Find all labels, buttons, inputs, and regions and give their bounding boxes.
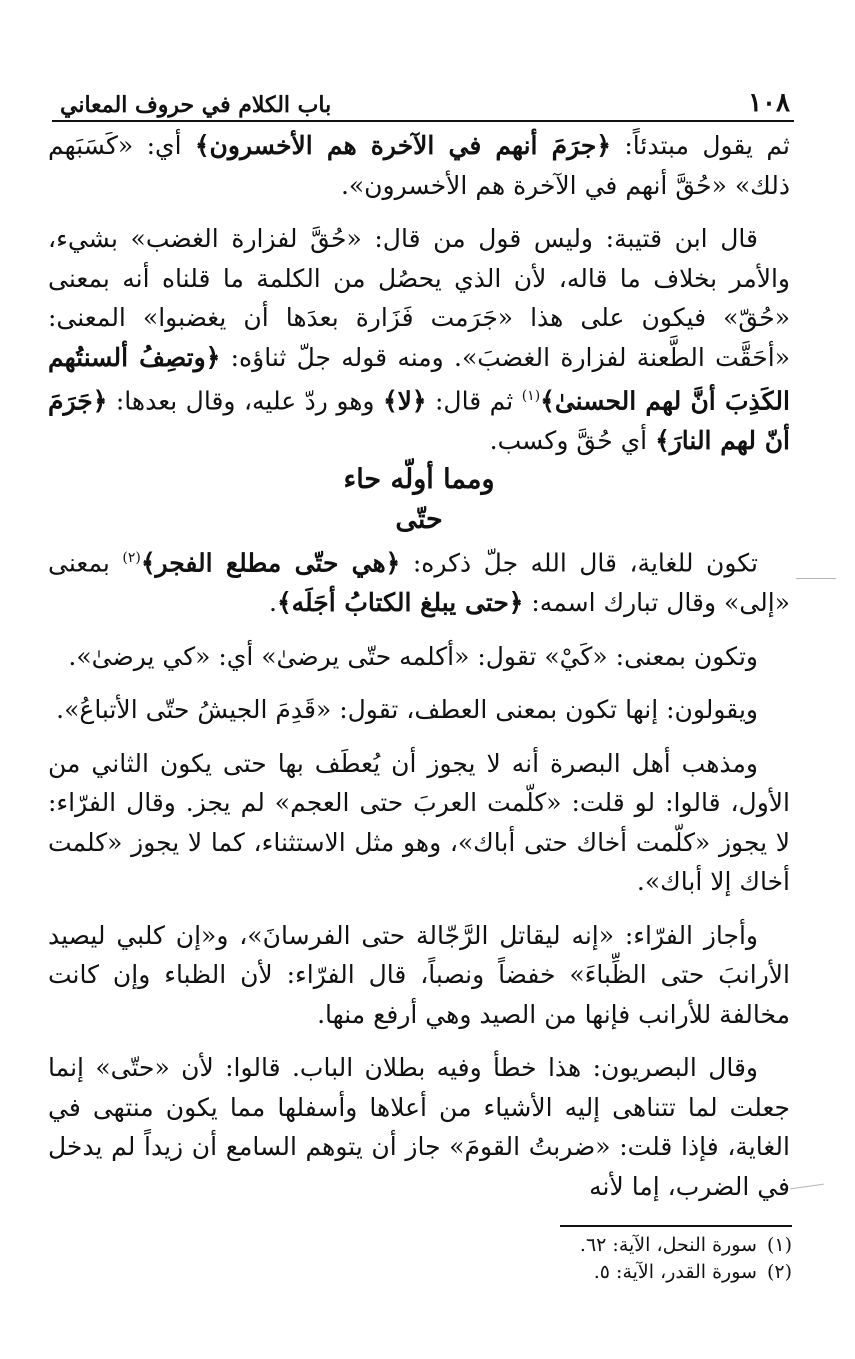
footnote-ref: (١) <box>521 388 541 404</box>
text-run: ثم يقول مبتدئاً: <box>610 131 790 160</box>
footnote-ref: (٢) <box>122 550 141 567</box>
footnote-1 <box>300 1232 792 1258</box>
quran-quote: ﴿حتى يبلغ الكتابُ أجَلَه﴾ <box>276 588 524 618</box>
text-run: ومنه قوله جلّ ثناؤه: <box>220 342 444 372</box>
paragraph-5: ويقولون: إنها تكون بمعنى العطف، تقول: «قَدِمَ الجيشُ حتّى الأتباعُ». <box>56 695 758 725</box>
quran-quote: ﴿وتصِفُ ألسنتُهم الكَذِبَ أنَّ لهم الحسنىٰ﴾ <box>48 342 791 416</box>
paragraph-4: وتكون بمعنى: «كَيْ» تقول: «أكلمه حتّى يرضىٰ» أي: «كي يرضىٰ». <box>68 641 758 671</box>
quran-quote: ﴿لا﴾ <box>382 386 427 416</box>
paragraph-7: وأجاز الفرّاء: «إنه ليقاتل الرَّجّالة حتى الفرسانَ»، و«إن كلبي ليصيد الأرانبَ حتى الظِّباءَ» خفضاً ونصباً، قال الفرّاء: لأن الظباء وإن كانت مخالفة للأرانب فإنها من الصيد وهي أرفع منها. <box>48 920 790 1029</box>
quran-quote: ﴿جَرَمَ أنّ لهم النارَ﴾ <box>48 386 790 455</box>
quran-quote: ﴿جرَمَ أنهم في الآخرة هم الأخسرون﴾ <box>194 131 611 160</box>
text-run: قال ابن قتيبة: وليس قول من قال: «حُقَّ لفزارة الغضب» بشيء، والأمر بخلاف ما قاله، لأن الذي يحصُل من الكلمة ما قلناه أنه بمعنى «حُقّ» فيكون على هذا «جَرَمت فَزَارة بعدَها أن يغضبوا» المعنى: «أحَقَّت الطَّعنة لفزارة الغضبَ». <box>48 224 790 372</box>
paragraph-1 <box>48 126 790 205</box>
text-run: . <box>269 588 277 618</box>
chapter-title: باب الكلام في حروف المعاني <box>60 92 332 118</box>
footnote-number: (٢) <box>766 1261 792 1283</box>
footnote-text: سورة النحل، الآية: ٦٢. <box>579 1234 757 1256</box>
footnote-text: سورة القدر، الآية: ٥. <box>593 1261 757 1283</box>
section-heading: ومما أولّه حاء <box>343 464 495 496</box>
quran-quote: ﴿هي حتّى مطلع الفجر﴾ <box>140 548 401 578</box>
text-run: وهو ردّ عليه، وقال بعدها: <box>107 386 383 416</box>
page-number: ١٠٨ <box>748 88 790 118</box>
paragraph-8: وقال البصريون: هذا خطأ وفيه بطلان الباب. قالوا: لأن «حتّى» إنما جعلت لما تتناهى إليه الأشياء من أعلاها وأسفلها مما يكون منتهى في الغاية، فإذا قلت: «ضربتُ القومَ» جاز أن يتوهم السامع أن زيداً لم يدخل في الضرب، إما لأنه <box>48 1053 790 1201</box>
paragraph-2 <box>48 219 790 460</box>
main-text <box>48 126 790 1206</box>
text-run: تكون للغاية، قال الله جلّ ذكره: <box>400 548 758 578</box>
footnote-rule <box>560 1225 792 1227</box>
footnote-number: (١) <box>766 1234 792 1256</box>
scan-mark <box>796 578 836 579</box>
running-header <box>60 84 790 118</box>
paragraph-3 <box>48 539 790 622</box>
entry-heading: حتّى <box>395 503 443 535</box>
header-rule <box>52 120 794 122</box>
text-run: بمعنى «إلى» وقال تبارك اسمه: <box>48 548 790 618</box>
text-run: أي حُقَّ وكسب. <box>489 425 656 455</box>
text-run: أي: «كَسَبَهم ذلك» «حُقَّ أنهم في الآخرة هم الأخسرون». <box>48 131 790 200</box>
text-run: ثم قال: <box>426 386 522 416</box>
paragraph-6: ومذهب أهل البصرة أنه لا يجوز أن يُعطَف بها حتى يكون الثاني من الأول، قالوا: لو قلت: «كلّمت العربَ حتى العجم» لم يجز. وقال الفرّاء: لا يجوز «كلّمت أخاك حتى أباك»، وهو مثل الاستثناء، كما لا يجوز «كلمت أخاك إلا أباك». <box>48 748 790 897</box>
footnote-2 <box>300 1259 792 1285</box>
scan-mark <box>790 1184 824 1190</box>
